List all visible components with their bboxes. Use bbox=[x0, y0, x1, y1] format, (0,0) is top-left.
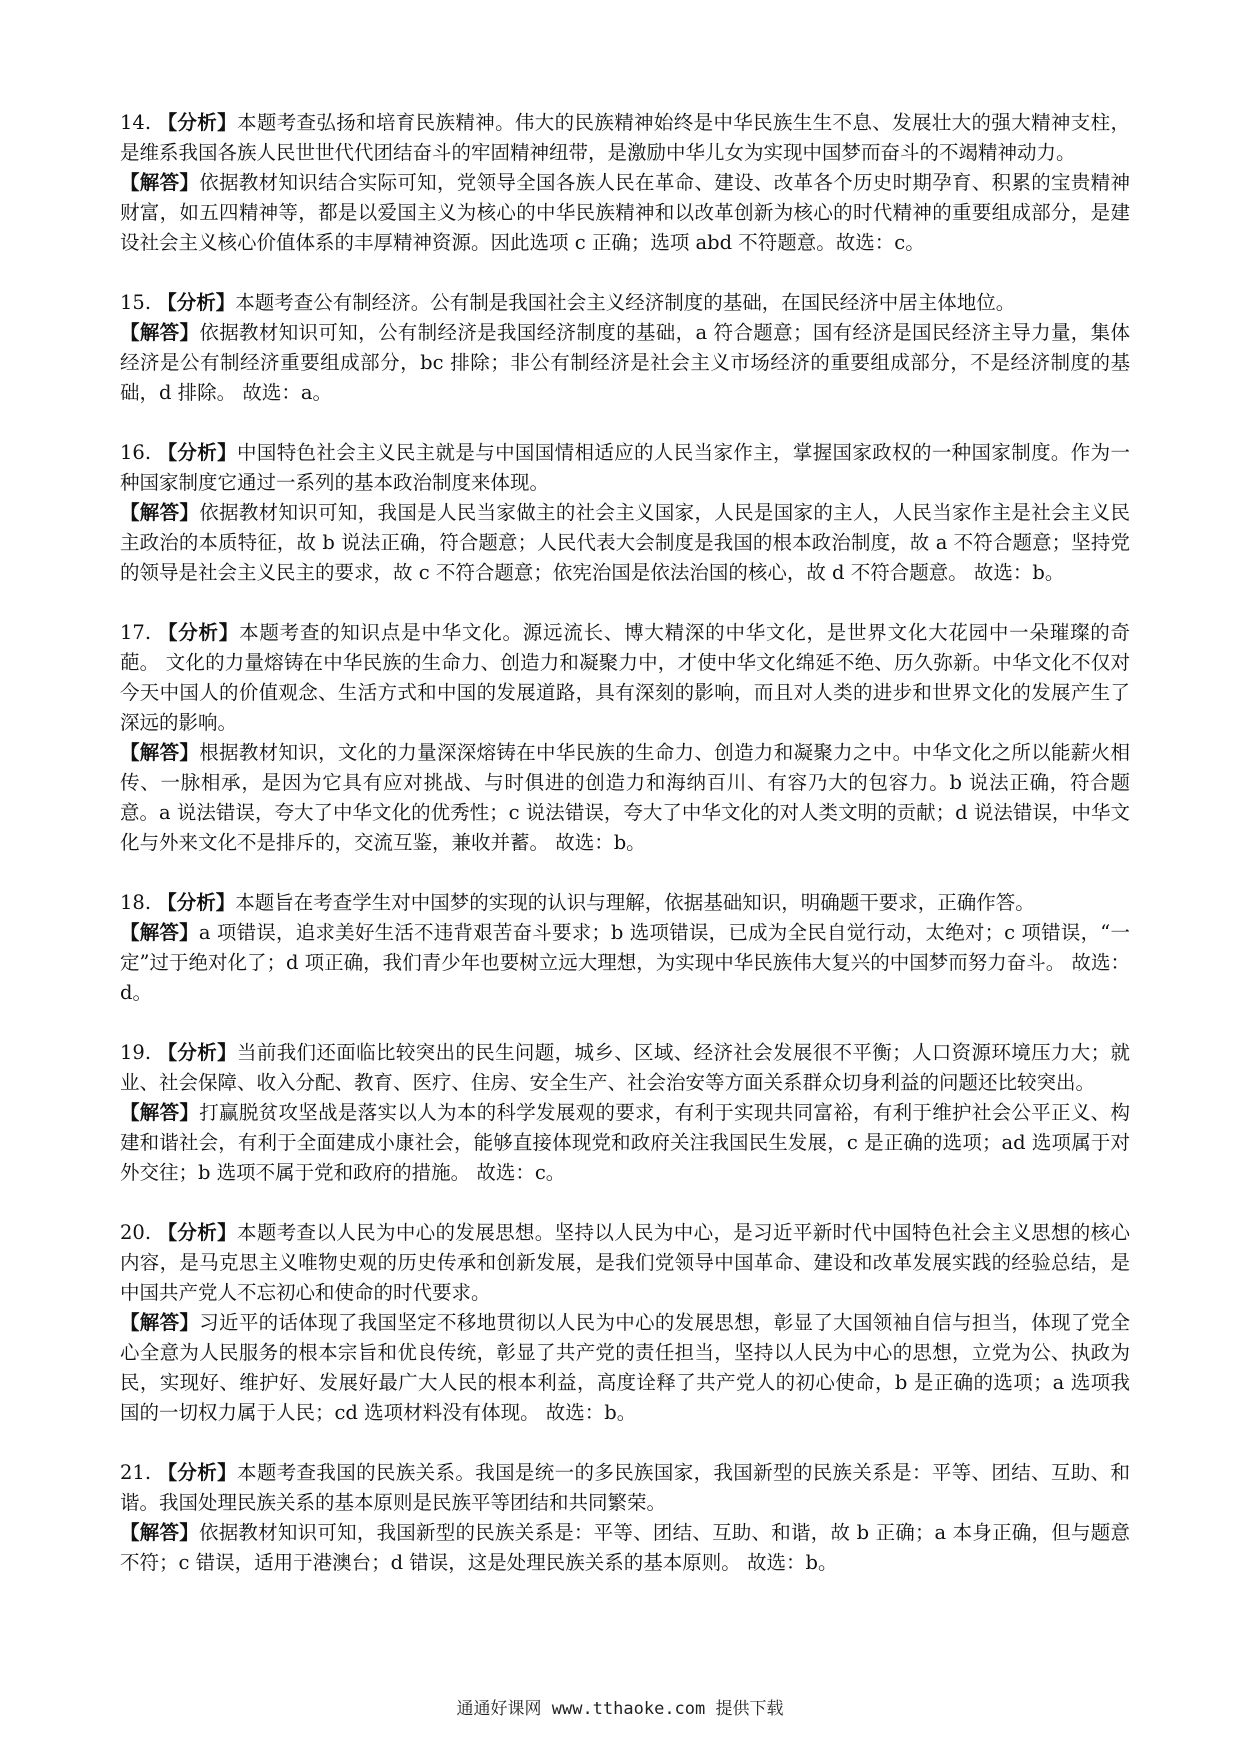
question-20-explanation bbox=[120, 1218, 1130, 1428]
answer-label: 【解答】 bbox=[120, 1101, 200, 1124]
analysis-label: 【分析】 bbox=[157, 1221, 237, 1244]
answer-label: 【解答】 bbox=[120, 1521, 199, 1544]
question-19-explanation bbox=[120, 1038, 1130, 1188]
question-number: 19. bbox=[120, 1041, 152, 1064]
question-17-explanation bbox=[120, 618, 1130, 858]
answer-text: 依据教材知识可知，我国新型的民族关系是：平等、团结、互助、和谐，故 b 正确；a 本身正确，但与题意不符；c 错误，适用于港澳台；d 错误，这是处理民族关系的基本原则。 故选：b。 bbox=[120, 1521, 1130, 1574]
analysis-text: 本题旨在考查学生对中国梦的实现的认识与理解，依据基础知识，明确题干要求，正确作答。 bbox=[235, 891, 1035, 914]
question-15-explanation bbox=[120, 288, 1130, 408]
question-number: 17. bbox=[120, 621, 152, 644]
analysis-paragraph bbox=[120, 288, 1130, 318]
answer-text: 依据教材知识结合实际可知，党领导全国各族人民在革命、建设、改革各个历史时期孕育、积累的宝贵精神财富，如五四精神等，都是以爱国主义为核心的中华民族精神和以改革创新为核心的时代精神的重要组成部分，是建设社会主义核心价值体系的丰厚精神资源。因此选项 c 正确；选项 abd 不符题意。故选：c。 bbox=[120, 171, 1130, 254]
question-number: 15. bbox=[120, 291, 152, 314]
analysis-label: 【分析】 bbox=[157, 111, 237, 134]
analysis-paragraph bbox=[120, 888, 1130, 918]
analysis-text: 本题考查我国的民族关系。我国是统一的多民族国家，我国新型的民族关系是：平等、团结、互助、和谐。我国处理民族关系的基本原则是民族平等团结和共同繁荣。 bbox=[120, 1461, 1130, 1514]
question-21-explanation bbox=[120, 1458, 1130, 1578]
analysis-paragraph bbox=[120, 1458, 1130, 1518]
question-16-explanation bbox=[120, 438, 1130, 588]
answer-text: 依据教材知识可知，公有制经济是我国经济制度的基础，a 符合题意；国有经济是国民经济主导力量，集体经济是公有制经济重要组成部分，bc 排除；非公有制经济是社会主义市场经济的重要组成部分，不是经济制度的基础，d 排除。 故选：a。 bbox=[120, 321, 1130, 404]
answer-paragraph bbox=[120, 738, 1130, 858]
answer-paragraph bbox=[120, 168, 1130, 258]
answer-paragraph bbox=[120, 498, 1130, 588]
question-number: 16. bbox=[120, 441, 152, 464]
analysis-text: 本题考查的知识点是中华文化。源远流长、博大精深的中华文化，是世界文化大花园中一朵璀璨的奇葩。 文化的力量熔铸在中华民族的生命力、创造力和凝聚力中，才使中华文化绵延不绝、历久弥新。中华文化不仅对今天中国人的价值观念、生活方式和中国的发展道路，具有深刻的影响，而且对人类的进步和世界文化的发展产生了深远的影响。 bbox=[120, 621, 1130, 734]
answer-label: 【解答】 bbox=[120, 171, 200, 194]
answer-paragraph bbox=[120, 318, 1130, 408]
answer-text: 打赢脱贫攻坚战是落实以人为本的科学发展观的要求，有利于实现共同富裕，有利于维护社会公平正义、构建和谐社会，有利于全面建成小康社会，能够直接体现党和政府关注我国民生发展，c 是正确的选项；ad 选项属于对外交往；b 选项不属于党和政府的措施。 故选：c。 bbox=[120, 1101, 1130, 1184]
answer-text: 依据教材知识可知，我国是人民当家做主的社会主义国家，人民是国家的主人，人民当家作主是社会主义民主政治的本质特征，故 b 说法正确，符合题意；人民代表大会制度是我国的根本政治制度，故 a 不符合题意；坚持党的领导是社会主义民主的要求，故 c 不符合题意；依宪治国是依法治国的核心，故 d 不符合题意。 故选：b。 bbox=[120, 501, 1130, 584]
answer-text: 根据教材知识，文化的力量深深熔铸在中华民族的生命力、创造力和凝聚力之中。中华文化之所以能薪火相传、一脉相承，是因为它具有应对挑战、与时俱进的创造力和海纳百川、有容乃大的包容力。b 说法正确，符合题意。a 说法错误，夸大了中华文化的优秀性；c 说法错误，夸大了中华文化的对人类文明的贡献；d 说法错误，中华文化与外来文化不是排斥的，交流互鉴，兼收并蓄。 故选：b。 bbox=[120, 741, 1130, 854]
answer-paragraph bbox=[120, 1098, 1130, 1188]
question-number: 14. bbox=[120, 111, 152, 134]
answer-paragraph bbox=[120, 918, 1130, 1008]
question-18-explanation bbox=[120, 888, 1130, 1008]
answer-paragraph bbox=[120, 1518, 1130, 1578]
answer-label: 【解答】 bbox=[120, 1311, 200, 1334]
question-number: 20. bbox=[120, 1221, 152, 1244]
analysis-text: 本题考查公有制经济。公有制是我国社会主义经济制度的基础，在国民经济中居主体地位。 bbox=[235, 291, 1016, 314]
analysis-paragraph bbox=[120, 438, 1130, 498]
answer-text: 习近平的话体现了我国坚定不移地贯彻以人民为中心的发展思想，彰显了大国领袖自信与担当，体现了党全心全意为人民服务的根本宗旨和优良传统，彰显了共产党的责任担当，坚持以人民为中心的思想，立党为公、执政为民，实现好、维护好、发展好最广大人民的根本利益，高度诠释了共产党人的初心使命，b 是正确的选项；a 选项我国的一切权力属于人民；cd 选项材料没有体现。 故选：b。 bbox=[120, 1311, 1130, 1424]
analysis-text: 中国特色社会主义民主就是与中国国情相适应的人民当家作主，掌握国家政权的一种国家制度。作为一种国家制度它通过一系列的基本政治制度来体现。 bbox=[120, 441, 1130, 494]
analysis-text: 本题考查以人民为中心的发展思想。坚持以人民为中心，是习近平新时代中国特色社会主义思想的核心内容，是马克思主义唯物史观的历史传承和创新发展，是我们党领导中国革命、建设和改革发展实践的经验总结，是中国共产党人不忘初心和使命的时代要求。 bbox=[120, 1221, 1130, 1304]
analysis-text: 本题考查弘扬和培育民族精神。伟大的民族精神始终是中华民族生生不息、发展壮大的强大精神支柱，是维系我国各族人民世世代代团结奋斗的牢固精神纽带，是激励中华儿女为实现中国梦而奋斗的不竭精神动力。 bbox=[120, 111, 1130, 164]
analysis-label: 【分析】 bbox=[157, 621, 240, 644]
answer-label: 【解答】 bbox=[120, 921, 199, 944]
analysis-label: 【分析】 bbox=[157, 891, 236, 914]
analysis-paragraph bbox=[120, 108, 1130, 168]
analysis-paragraph bbox=[120, 618, 1130, 738]
analysis-paragraph bbox=[120, 1218, 1130, 1308]
analysis-label: 【分析】 bbox=[157, 1041, 237, 1064]
analysis-label: 【分析】 bbox=[157, 291, 236, 314]
answer-paragraph bbox=[120, 1308, 1130, 1428]
question-14-explanation bbox=[120, 108, 1130, 258]
question-number: 21. bbox=[120, 1461, 152, 1484]
answer-label: 【解答】 bbox=[120, 321, 200, 344]
analysis-label: 【分析】 bbox=[157, 1461, 237, 1484]
answer-label: 【解答】 bbox=[120, 501, 200, 524]
answer-explanations bbox=[120, 108, 1130, 1608]
page-footer: 通通好课网 www.tthaoke.com 提供下载 bbox=[456, 1699, 784, 1719]
analysis-text: 当前我们还面临比较突出的民生问题，城乡、区域、经济社会发展很不平衡；人口资源环境压力大；就业、社会保障、收入分配、教育、医疗、住房、安全生产、社会治安等方面关系群众切身利益的问题还比较突出。 bbox=[120, 1041, 1130, 1094]
analysis-label: 【分析】 bbox=[157, 441, 237, 464]
answer-label: 【解答】 bbox=[120, 741, 200, 764]
question-number: 18. bbox=[120, 891, 152, 914]
answer-text: a 项错误，追求美好生活不违背艰苦奋斗要求；b 选项错误，已成为全民自觉行动，太绝对；c 项错误，“一定”过于绝对化了；d 项正确，我们青少年也要树立远大理想，为实现中华民族伟大复兴的中国梦而努力奋斗。 故选：d。 bbox=[120, 921, 1130, 1004]
analysis-paragraph bbox=[120, 1038, 1130, 1098]
